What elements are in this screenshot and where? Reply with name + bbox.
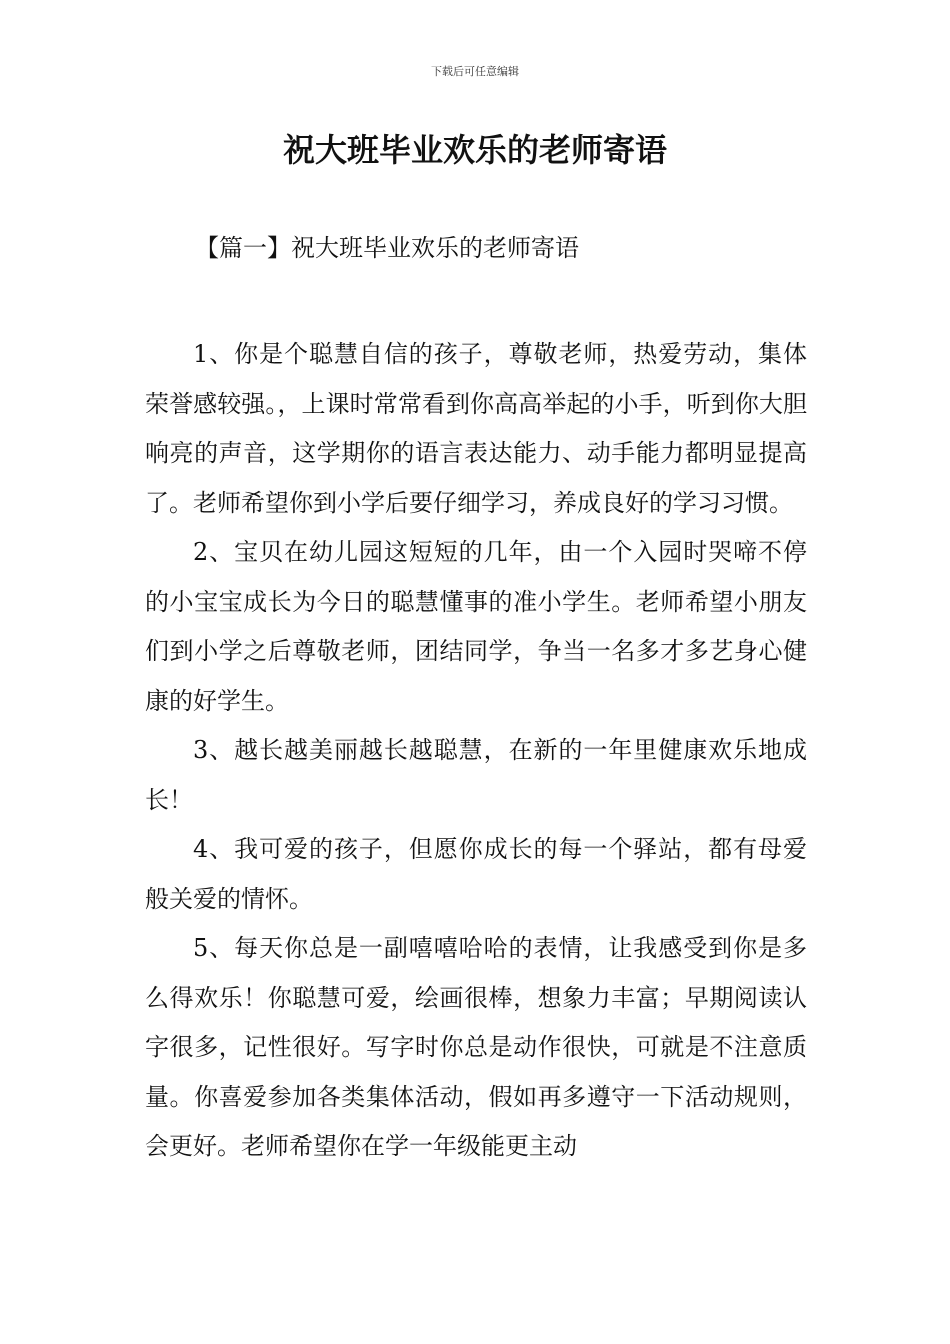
paragraph-3: 3、越长越美丽越长越聪慧，在新的一年里健康欢乐地成长！	[145, 736, 807, 814]
page-header-note: 下载后可任意编辑	[431, 65, 519, 78]
paragraph-1: 1、你是个聪慧自信的孩子，尊敬老师，热爱劳动，集体荣誉感较强。，上课时常常看到你高高举起的小手，听到你大胆响亮的声音，这学期你的语言表达能力、动手能力都明显提高了。老师希望你到小学后要仔细学习，养成良好的学习习惯。	[145, 340, 807, 517]
section-heading: 【篇一】祝大班毕业欢乐的老师寄语	[195, 234, 579, 262]
document-body	[145, 330, 807, 1172]
paragraph-4: 4、我可爱的孩子，但愿你成长的每一个驿站，都有母爱般关爱的情怀。	[145, 835, 807, 913]
paragraph-2: 2、宝贝在幼儿园这短短的几年，由一个入园时哭啼不停的小宝宝成长为今日的聪慧懂事的准小学生。老师希望小朋友们到小学之后尊敬老师，团结同学，争当一名多才多艺身心健康的好学生。	[145, 538, 807, 715]
document-title: 祝大班毕业欢乐的老师寄语	[282, 131, 667, 169]
paragraph-5: 5、每天你总是一副嘻嘻哈哈的表情，让我感受到你是多么得欢乐！你聪慧可爱，绘画很棒，想象力丰富；早期阅读认字很多，记性很好。写字时你总是动作很快，可就是不注意质量。你喜爱参加各类集体活动，假如再多遵守一下活动规则，会更好。老师希望你在学一年级能更主动	[145, 934, 807, 1160]
